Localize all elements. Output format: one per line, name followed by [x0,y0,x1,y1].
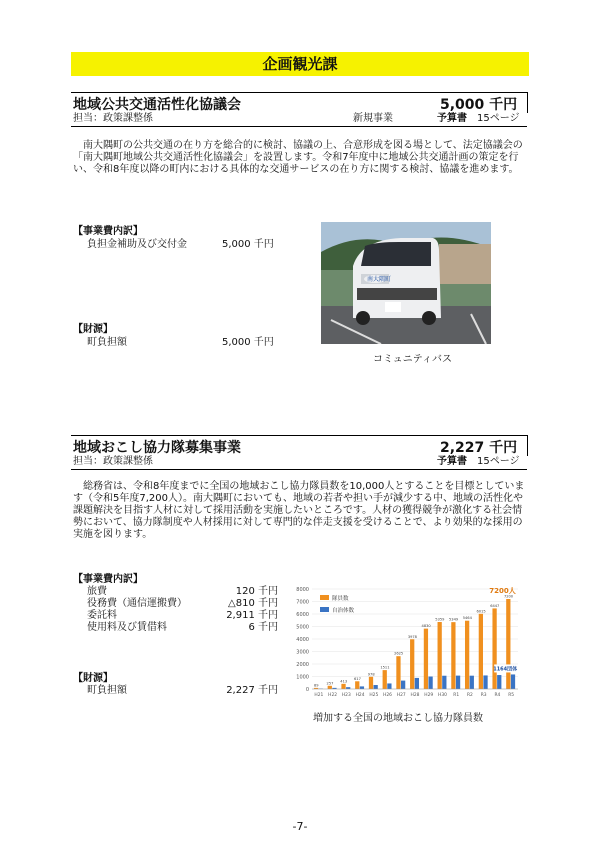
data-label: 6015 [476,609,486,614]
page-number: -7- [292,820,308,833]
data-label: 978 [367,672,375,677]
section2-budget-label: 予算書 [437,456,467,467]
x-tick-label: H23 [341,693,351,698]
section1-budget-page: 15ページ [477,113,520,124]
section2-cost-item-label: 使用料及び賃借料 [87,622,167,633]
section2-cost-item-amount: 2,911 千円 [226,610,278,621]
data-label: 1511 [380,665,390,670]
x-tick-label: R2 [467,693,473,698]
section1-funding-label: 町負担額 [87,337,127,348]
x-tick-label: H26 [383,693,392,698]
bar-members [479,614,483,689]
x-tick-label: R5 [508,693,515,698]
x-tick-label: H24 [355,693,365,698]
legend-swatch [320,607,329,612]
bar-members [369,677,373,689]
annotation-members: 7200人 [489,587,516,595]
bar-municipalities [511,674,515,689]
data-label: 2625 [394,651,404,656]
section2-cost-item-label: 役務費（通信運搬費） [87,598,187,609]
data-label: 257 [326,681,334,686]
bar-municipalities [360,686,364,689]
section1-owner: 担当：政策課整係 [73,113,153,124]
department-title: 企画観光課 [262,55,338,73]
data-label: 617 [354,676,361,681]
bar-municipalities [497,675,501,689]
section2-cost-item-label: 委託料 [87,610,117,621]
bar-members [341,684,345,689]
data-label: 413 [340,679,348,684]
section2-funding-header: 【財源】 [73,673,113,684]
section2-funding-amount: 2,227 千円 [226,685,278,696]
x-tick-label: H28 [410,693,420,698]
section2-amount: 2,227 千円 [440,440,518,456]
data-label: 5464 [462,616,472,621]
bar-members [328,686,332,689]
data-label: 4830 [421,624,431,629]
section2-cost-item-amount: 120 千円 [235,586,278,597]
y-tick-label: 6000 [296,612,309,618]
annotation-municipalities: 1164団体 [493,666,518,673]
bar-members [438,622,442,689]
y-tick-label: 4000 [296,637,309,643]
bar-members [355,681,359,689]
section2-cost-item-amount: △810 千円 [228,598,278,609]
community-bus-photo [321,222,491,344]
section1-cost-item-amount: 5,000 千円 [222,239,274,250]
x-tick-label: H22 [328,693,338,698]
data-label: 5349 [449,617,459,622]
bar-members [492,608,496,689]
section1-funding-header: 【財源】 [73,324,113,335]
bar-members [383,670,387,689]
bar-members [396,656,400,689]
bar-municipalities [428,677,432,689]
bar-municipalities [470,676,474,689]
section1-funding-amount: 5,000 千円 [222,337,274,348]
section2-subheader [71,455,527,470]
y-tick-label: 0 [305,687,309,693]
section2-owner: 担当：政策課整係 [73,456,153,467]
y-tick-label: 1000 [296,674,309,681]
bar-municipalities [415,678,419,689]
section1-title: 地域公共交通活性化協議会 [73,97,241,113]
x-tick-label: H30 [438,693,447,698]
section2-budget-page: 15ページ [477,456,520,467]
section1-budget-label: 予算書 [437,113,467,124]
legend-label: 自治体数 [332,608,355,614]
y-tick-label: 5000 [296,624,309,631]
chart-caption: 増加する全国の地域おこし協力隊員数 [313,713,483,724]
volunteer-count-chart [286,581,524,709]
svg-text:南大隅町: 南大隅町 [367,276,392,283]
y-tick-label: 3000 [296,649,309,656]
y-tick-label: 8000 [296,587,309,593]
data-label: 5359 [435,617,445,622]
bar-members [465,621,469,689]
x-tick-label: H29 [424,693,434,698]
x-tick-label: H21 [314,693,324,698]
x-tick-label: H27 [396,693,406,698]
bar-municipalities [442,676,446,689]
data-label: 89 [313,683,319,688]
section1-amount: 5,000 千円 [440,97,518,113]
section1-cost-header: 【事業費内訳】 [73,226,143,237]
data-label: 7200 [503,594,514,599]
section1-project-type: 新規事業 [353,113,393,124]
bar-municipalities [401,681,405,689]
bar-members [451,622,455,689]
y-tick-label: 2000 [296,662,309,668]
section1-subheader [71,112,527,127]
bar-municipalities [387,683,391,689]
section2-funding-label: 町負担額 [87,685,127,696]
chart-svg [286,581,524,709]
x-tick-label: R4 [494,693,501,698]
x-tick-label: R3 [480,693,487,698]
photo-caption: コミュニティバス [373,354,452,365]
bar-members [424,629,428,689]
section2-title: 地域おこし協力隊募集事業 [73,440,241,456]
section2-cost-item-amount: 6 千円 [248,622,278,633]
section2-cost-item-label: 旅費 [87,586,107,597]
section2-description: 総務省は、令和8年度までに全国の地域おこし協力隊員数を10,000人とすることを目標としています（令和5年度7,200人）。南大隅町においても、地域の若者や担い手が減少する中、地域の活性化や課題解決を目指す人材に対して採用活動を実施したいところです。人材の獲得競争が激化する社会情勢において、協力隊制度や人材採用に対して専門的な伴走支援を受けることで、より効果的な採用の実施を図ります。 [73,481,525,540]
legend-label: 隊員数 [332,596,349,602]
bar-municipalities [456,676,460,689]
bar-members [410,639,414,689]
department-banner [71,52,529,76]
bar-members [506,599,510,689]
section2-cost-header: 【事業費内訳】 [73,574,143,585]
data-label: 3978 [407,634,417,639]
bar-municipalities [374,685,378,689]
section1-cost-item-label: 負担金補助及び交付金 [87,239,187,250]
data-label: 6447 [490,603,500,608]
bar-municipalities [483,675,487,689]
x-tick-label: H25 [369,693,379,698]
y-tick-label: 7000 [296,599,309,606]
section1-description: 南大隅町の公共交通の在り方を総合的に検討、協議の上、合意形成を図る場として、法定協議会の「南大隅町地域公共交通活性化協議会」を設置します。令和7年度中に地域公共交通計画の策定を行い、令和8年度以降の町内における具体的な交通サービスの在り方に関する検討、協議を進めます。 [73,140,523,175]
x-tick-label: R1 [453,693,460,698]
legend-swatch [320,595,329,600]
